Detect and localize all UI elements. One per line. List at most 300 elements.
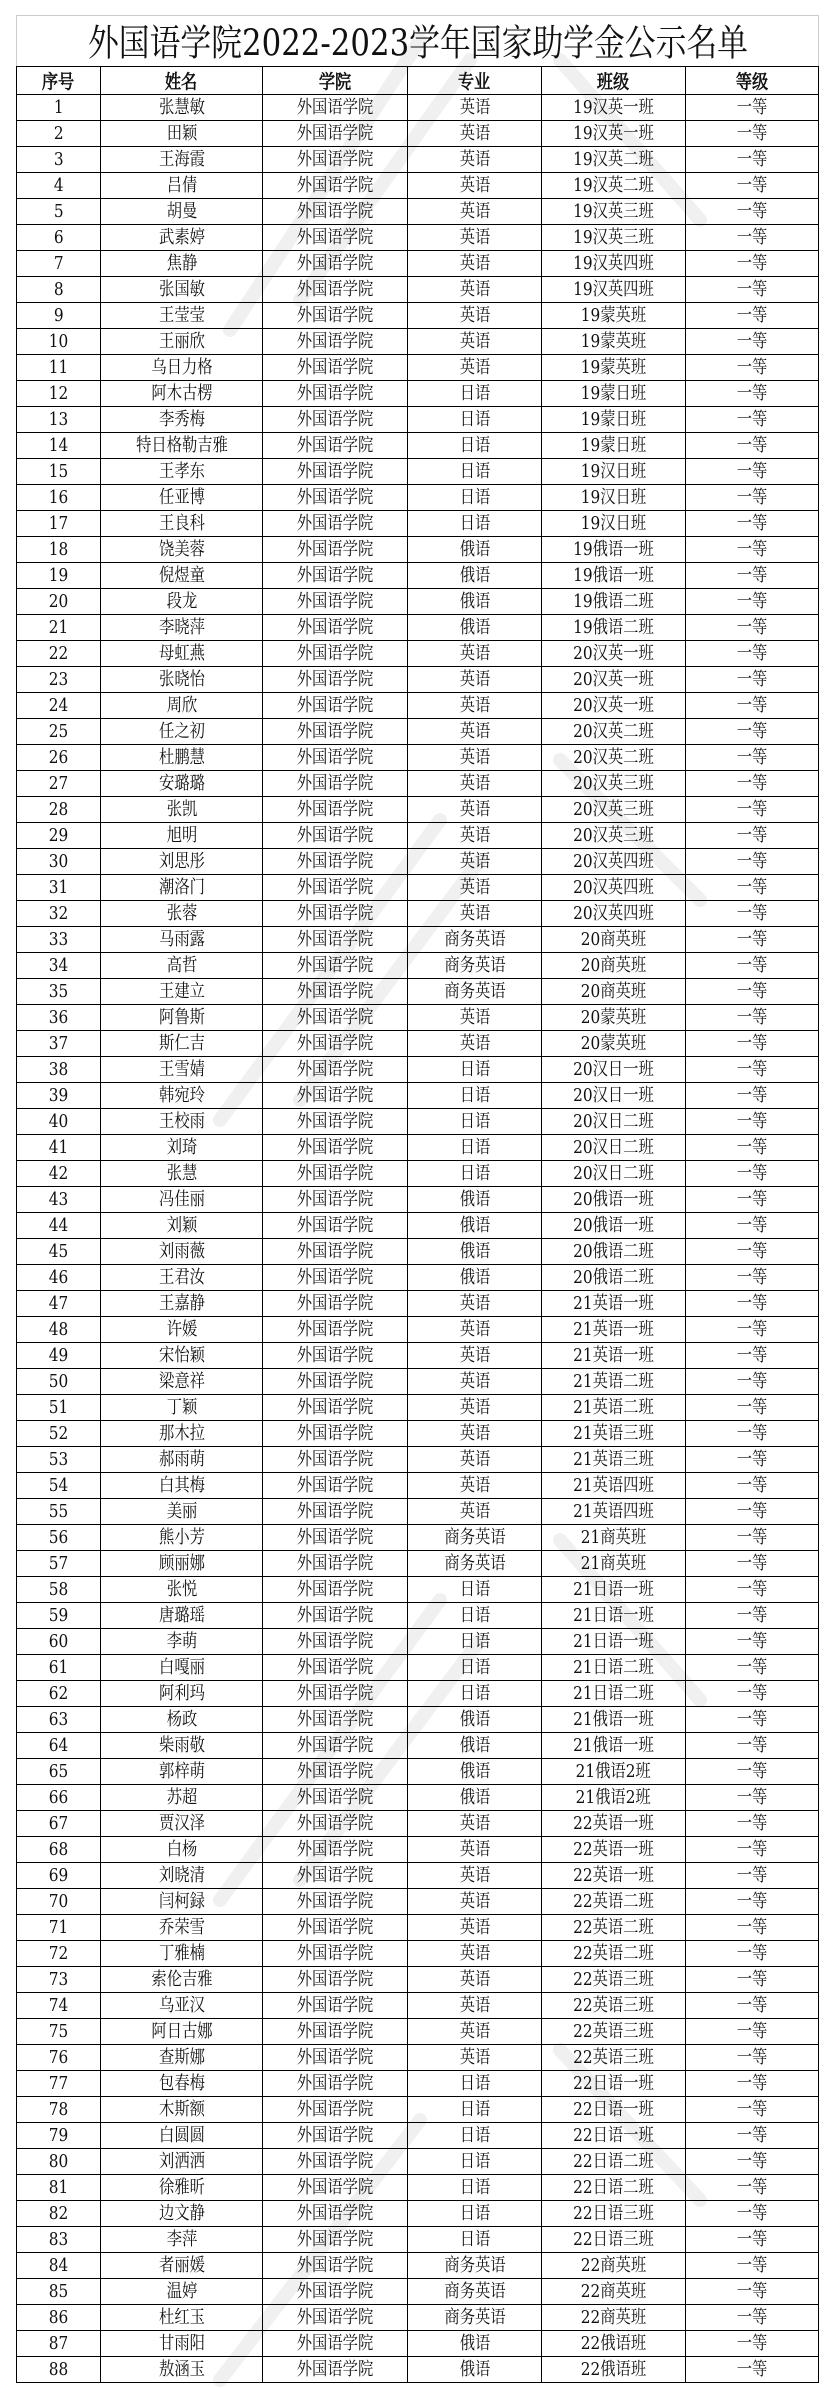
cell-name [101,667,263,693]
cell-major [408,2019,542,2045]
cell-index [17,1135,101,1161]
cell-name-text: 郝雨萌 [158,1449,205,1470]
cell-level-text: 一等 [736,1189,768,1210]
cell-class [542,1577,686,1603]
cell-class [542,927,686,953]
cell-name-text: 索伦吉雅 [150,1969,213,1990]
cell-index [17,2045,101,2071]
cell-college [263,459,408,485]
cell-class-text: 20汉日二班 [573,1163,654,1184]
cell-class-text: 21俄语2班 [575,1761,652,1782]
cell-index [17,2201,101,2227]
cell-class-text: 21英语二班 [573,1371,654,1392]
cell-index [17,1629,101,1655]
cell-class-text: 21日语二班 [573,1657,654,1678]
table-row [17,2019,819,2045]
scholarship-list-table [16,15,819,2383]
cell-name-text: 王孝东 [158,461,205,482]
cell-index-text: 53 [48,1449,69,1470]
cell-class-text: 22英语三班 [573,1969,654,1990]
cell-index-text: 84 [48,2255,69,2276]
cell-college [263,2045,408,2071]
table-row [17,693,819,719]
cell-major [408,641,542,667]
cell-name-text: 李秀梅 [158,409,205,430]
cell-level [686,199,819,225]
table-row [17,2279,819,2305]
cell-major-text: 日语 [459,2151,490,2172]
cell-name [101,953,263,979]
cell-level-text: 一等 [736,513,768,534]
cell-college [263,1811,408,1837]
cell-college [263,277,408,303]
cell-name [101,303,263,329]
cell-class-text: 20俄语二班 [573,1241,654,1262]
table-row [17,1967,819,1993]
cell-class [542,1993,686,2019]
table-row [17,355,819,381]
cell-name-text: 倪煜童 [158,565,205,586]
cell-name [101,1265,263,1291]
cell-major-text: 日语 [459,461,490,482]
cell-major [408,2279,542,2305]
cell-major [408,1317,542,1343]
cell-college [263,1187,408,1213]
cell-college [263,2019,408,2045]
cell-major-text: 日语 [459,1163,490,1184]
cell-college-text: 外国语学院 [296,2203,374,2224]
cell-class-text: 22英语一班 [573,1865,654,1886]
cell-major-text: 英语 [459,357,490,378]
cell-level [686,1317,819,1343]
cell-index-text: 83 [48,2229,69,2250]
cell-major-text: 英语 [459,149,490,170]
cell-class [542,1863,686,1889]
cell-major-text: 商务英语 [443,2281,506,2302]
table-row [17,459,819,485]
cell-college-text: 外国语学院 [296,1995,374,2016]
cell-index [17,953,101,979]
cell-index-text: 39 [48,1085,69,1106]
cell-major-text: 英语 [459,2021,490,2042]
cell-college-text: 外国语学院 [296,2229,374,2250]
cell-major [408,1161,542,1187]
cell-level-text: 一等 [736,929,768,950]
cell-class-text: 22俄语班 [580,2359,647,2380]
cell-index-text: 2 [53,123,64,144]
cell-level [686,1655,819,1681]
cell-name-text: 安璐璐 [158,773,205,794]
cell-name-text: 张慧 [166,1163,197,1184]
cell-index-text: 80 [48,2151,69,2172]
cell-name [101,1291,263,1317]
cell-major-text: 英语 [459,1501,490,1522]
cell-index [17,979,101,1005]
cell-index [17,433,101,459]
cell-class-text: 20汉英二班 [573,747,654,768]
cell-index [17,1369,101,1395]
cell-index-text: 64 [48,1735,69,1756]
cell-college [263,2123,408,2149]
cell-name [101,823,263,849]
cell-level-text: 一等 [736,721,768,742]
cell-college [263,1291,408,1317]
cell-index-text: 61 [48,1657,69,1678]
cell-major [408,537,542,563]
cell-index-text: 62 [48,1683,69,1704]
cell-name [101,589,263,615]
cell-index-text: 65 [48,1761,69,1782]
cell-index-text: 8 [53,279,64,300]
cell-index-text: 16 [48,487,69,508]
cell-name-text: 潮洛门 [158,877,205,898]
cell-name [101,1759,263,1785]
cell-index-text: 26 [48,747,69,768]
cell-level-text: 一等 [736,409,768,430]
table-row [17,511,819,537]
table-row [17,277,819,303]
cell-level [686,1265,819,1291]
cell-college [263,1109,408,1135]
cell-class [542,251,686,277]
cell-name-text: 母虹燕 [158,643,205,664]
cell-level-text: 一等 [736,799,768,820]
cell-major-text: 日语 [459,2229,490,2250]
table-row [17,2201,819,2227]
cell-level-text: 一等 [736,1709,768,1730]
cell-major [408,2175,542,2201]
cell-name-text: 特日格勒吉雅 [135,435,228,456]
cell-name [101,797,263,823]
cell-class [542,667,686,693]
cell-level-text: 一等 [736,435,768,456]
table-row [17,1161,819,1187]
cell-major [408,1395,542,1421]
column-header-class [542,67,686,95]
cell-major [408,1525,542,1551]
cell-college [263,797,408,823]
cell-college-text: 外国语学院 [296,435,374,456]
cell-level-text: 一等 [736,747,768,768]
cell-college-text: 外国语学院 [296,357,374,378]
cell-college-text: 外国语学院 [296,1267,374,1288]
cell-class [542,1005,686,1031]
cell-major-text: 商务英语 [443,981,506,1002]
cell-major [408,173,542,199]
cell-class [542,1473,686,1499]
cell-major [408,1785,542,1811]
cell-college-text: 外国语学院 [296,1943,374,1964]
cell-major [408,303,542,329]
cell-college-text: 外国语学院 [296,1475,374,1496]
cell-level [686,771,819,797]
cell-level-text: 一等 [736,383,768,404]
cell-class [542,693,686,719]
cell-class-text: 20汉英四班 [573,877,654,898]
table-row [17,1863,819,1889]
cell-class [542,2149,686,2175]
cell-level [686,485,819,511]
cell-major-text: 商务英语 [443,929,506,950]
cell-class-text: 19俄语一班 [573,565,654,586]
cell-major-text: 英语 [459,799,490,820]
cell-college-text: 外国语学院 [296,1345,374,1366]
cell-class [542,2305,686,2331]
cell-index [17,2331,101,2357]
cell-level-text: 一等 [736,565,768,586]
table-row [17,667,819,693]
cell-major-text: 英语 [459,903,490,924]
cell-college [263,1551,408,1577]
cell-major-text: 英语 [459,721,490,742]
cell-name-text: 边文静 [158,2203,205,2224]
cell-college-text: 外国语学院 [296,1865,374,1886]
cell-index [17,1031,101,1057]
cell-index [17,1941,101,1967]
cell-college-text: 外国语学院 [296,1813,374,1834]
cell-name [101,1239,263,1265]
table-row [17,1837,819,1863]
cell-index-text: 50 [48,1371,69,1392]
cell-index [17,1239,101,1265]
cell-college [263,2149,408,2175]
cell-major [408,459,542,485]
cell-major-text: 英语 [459,851,490,872]
cell-level [686,1759,819,1785]
cell-level-text: 一等 [736,955,768,976]
cell-name [101,1135,263,1161]
cell-college [263,1317,408,1343]
cell-index [17,147,101,173]
cell-name-text: 王嘉静 [158,1293,205,1314]
cell-college-text: 外国语学院 [296,1423,374,1444]
cell-level [686,2097,819,2123]
cell-name-text: 甘雨阳 [158,2333,205,2354]
cell-level-text: 一等 [736,1917,768,1938]
cell-level [686,2149,819,2175]
cell-name [101,1733,263,1759]
cell-index-text: 47 [48,1293,69,1314]
cell-index-text: 88 [48,2359,69,2380]
cell-class [542,2253,686,2279]
cell-class [542,1551,686,1577]
cell-level [686,1031,819,1057]
cell-major [408,953,542,979]
cell-college [263,355,408,381]
cell-major-text: 英语 [459,1969,490,1990]
cell-name-text: 美丽 [166,1501,197,1522]
cell-level-text: 一等 [736,1111,768,1132]
cell-college [263,407,408,433]
cell-college-text: 外国语学院 [296,1059,374,1080]
cell-index [17,693,101,719]
cell-class-text: 22商英班 [580,2307,647,2328]
cell-major [408,1265,542,1291]
cell-index-text: 48 [48,1319,69,1340]
cell-index [17,1785,101,1811]
cell-level [686,1707,819,1733]
cell-class [542,1915,686,1941]
cell-class-text: 19俄语一班 [573,539,654,560]
table-row [17,1681,819,1707]
cell-name [101,173,263,199]
cell-class [542,225,686,251]
cell-level-text: 一等 [736,851,768,872]
cell-level [686,1525,819,1551]
cell-major-text: 英语 [459,1943,490,1964]
cell-name [101,2149,263,2175]
cell-name [101,979,263,1005]
cell-name-text: 丁雅楠 [158,1943,205,1964]
cell-class [542,1135,686,1161]
cell-name [101,2279,263,2305]
cell-major [408,2123,542,2149]
cell-major [408,2149,542,2175]
table-row [17,1525,819,1551]
cell-level [686,979,819,1005]
cell-level [686,407,819,433]
cell-college-text: 外国语学院 [296,591,374,612]
cell-index [17,615,101,641]
cell-major [408,667,542,693]
cell-index-text: 49 [48,1345,69,1366]
cell-index-text: 36 [48,1007,69,1028]
cell-name-text: 杨政 [166,1709,197,1730]
cell-index-text: 38 [48,1059,69,1080]
cell-name [101,1551,263,1577]
cell-major [408,719,542,745]
table-row [17,1915,819,1941]
cell-name-text: 李萍 [166,2229,197,2250]
cell-name [101,563,263,589]
cell-major-text: 英语 [459,1371,490,1392]
cell-level [686,1967,819,1993]
cell-name [101,875,263,901]
cell-college [263,1993,408,2019]
cell-index-text: 34 [48,955,69,976]
cell-college [263,511,408,537]
cell-level [686,927,819,953]
cell-name [101,485,263,511]
cell-college [263,875,408,901]
cell-major-text: 英语 [459,201,490,222]
cell-level [686,667,819,693]
table-row [17,1109,819,1135]
cell-college [263,1707,408,1733]
cell-class-text: 22英语三班 [573,1995,654,2016]
cell-major-text: 英语 [459,877,490,898]
cell-class-text: 19俄语二班 [573,617,654,638]
cell-college-text: 外国语学院 [296,2021,374,2042]
cell-index-text: 55 [48,1501,69,1522]
cell-major [408,1473,542,1499]
cell-class-text: 22日语一班 [573,2073,654,2094]
table-row [17,1473,819,1499]
table-row [17,927,819,953]
cell-major-text: 俄语 [459,1735,490,1756]
cell-college [263,121,408,147]
table-row [17,199,819,225]
cell-index [17,1915,101,1941]
cell-class-text: 22俄语班 [580,2333,647,2354]
cell-level-text: 一等 [736,2021,768,2042]
cell-name-text: 包春梅 [158,2073,205,2094]
cell-name [101,1837,263,1863]
cell-level-text: 一等 [736,2307,768,2328]
cell-major-text: 日语 [459,409,490,430]
cell-level-text: 一等 [736,1319,768,1340]
cell-level [686,875,819,901]
cell-class [542,303,686,329]
table-row [17,1889,819,1915]
cell-level [686,1785,819,1811]
cell-level [686,2019,819,2045]
cell-level-text: 一等 [736,1345,768,1366]
cell-name [101,1525,263,1551]
cell-college-text: 外国语学院 [296,1579,374,1600]
cell-college-text: 外国语学院 [296,1371,374,1392]
cell-class [542,329,686,355]
cell-major [408,2253,542,2279]
cell-college [263,2097,408,2123]
cell-major-text: 英语 [459,1813,490,1834]
cell-class [542,589,686,615]
cell-name-text: 王校雨 [158,1111,205,1132]
cell-major-text: 英语 [459,175,490,196]
cell-index [17,2227,101,2253]
cell-name-text: 白圆圆 [158,2125,205,2146]
cell-class-text: 20蒙英班 [580,1007,647,1028]
cell-class-text: 19汉英三班 [573,201,654,222]
cell-college [263,381,408,407]
cell-index [17,1525,101,1551]
cell-major-text: 英语 [459,1007,490,1028]
cell-class [542,823,686,849]
cell-class [542,1629,686,1655]
cell-name-text: 杜鹏慧 [158,747,205,768]
cell-name [101,199,263,225]
cell-major [408,849,542,875]
cell-major-text: 英语 [459,669,490,690]
table-row [17,1057,819,1083]
cell-major [408,1759,542,1785]
cell-class [542,2175,686,2201]
cell-major-text: 日语 [459,2073,490,2094]
cell-name [101,1057,263,1083]
table-row [17,1031,819,1057]
cell-major [408,927,542,953]
cell-index [17,1447,101,1473]
cell-name-text: 刘洒洒 [158,2151,205,2172]
cell-level [686,2331,819,2357]
cell-class [542,719,686,745]
cell-index [17,1343,101,1369]
cell-major-text: 英语 [459,227,490,248]
cell-index-text: 9 [53,305,64,326]
cell-major [408,979,542,1005]
cell-index [17,2097,101,2123]
cell-major-text: 英语 [459,1449,490,1470]
cell-name [101,1447,263,1473]
cell-major [408,407,542,433]
cell-index [17,1083,101,1109]
cell-major [408,1057,542,1083]
cell-name [101,927,263,953]
cell-level-text: 一等 [736,1449,768,1470]
cell-college-text: 外国语学院 [296,461,374,482]
cell-index [17,2123,101,2149]
cell-level-text: 一等 [736,903,768,924]
